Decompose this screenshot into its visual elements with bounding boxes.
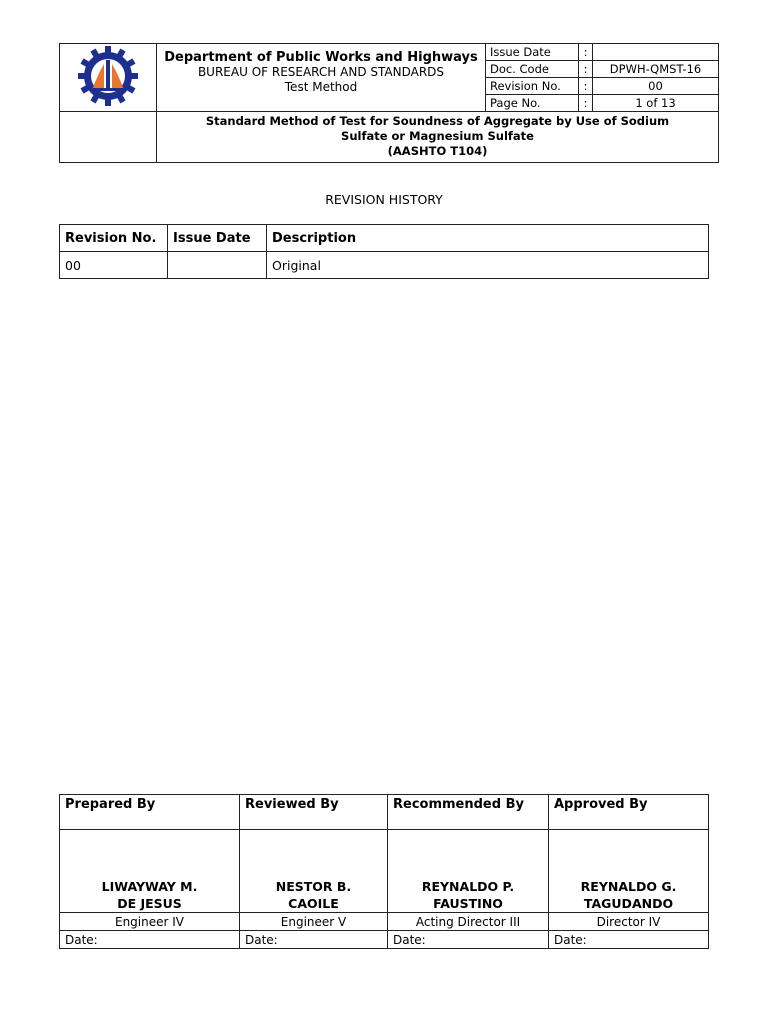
approved-by-header: Approved By	[549, 795, 709, 830]
revision-no-value: 00	[593, 78, 719, 95]
revision-history-table	[59, 224, 709, 279]
name-line: CAOILE	[288, 896, 339, 911]
issue-date-value	[593, 44, 719, 61]
doc-code-value: DPWH-QMST-16	[593, 61, 719, 78]
approved-by-name	[549, 830, 709, 913]
reviewed-by-date: Date:	[240, 931, 388, 949]
approved-by-date: Date:	[549, 931, 709, 949]
document-title-line-2: Sulfate or Magnesium Sulfate	[341, 129, 534, 143]
column-header-description: Description	[267, 225, 709, 252]
document-title-line-3: (AASHTO T104)	[387, 144, 488, 158]
dpwh-gear-logo-icon	[76, 44, 140, 108]
description-cell: Original	[267, 252, 709, 279]
issue-date-cell	[168, 252, 267, 279]
document-title-line-1: Standard Method of Test for Soundness of Aggregate by Use of Sodium	[205, 114, 670, 128]
page-no-label: Page No.	[486, 95, 579, 112]
name-line: DE JESUS	[117, 896, 182, 911]
table-row	[60, 252, 709, 279]
recommended-by-position: Acting Director III	[388, 913, 549, 931]
recommended-by-header: Recommended By	[388, 795, 549, 830]
recommended-by-date: Date:	[388, 931, 549, 949]
revision-history-heading: REVISION HISTORY	[325, 192, 443, 207]
issue-date-label: Issue Date	[486, 44, 579, 61]
revision-no-label: Revision No.	[486, 78, 579, 95]
meta-colon: :	[579, 44, 593, 61]
column-header-revision-no: Revision No.	[60, 225, 168, 252]
name-line: NESTOR B.	[275, 879, 352, 894]
signature-date-row	[60, 931, 709, 949]
doc-code-label: Doc. Code	[486, 61, 579, 78]
name-line: TAGUDANDO	[583, 896, 674, 911]
approved-by-position: Director IV	[549, 913, 709, 931]
meta-colon: :	[579, 61, 593, 78]
page-no-value: 1 of 13	[593, 95, 719, 112]
name-line: LIWAYWAY M.	[101, 879, 198, 894]
prepared-by-position: Engineer IV	[60, 913, 240, 931]
recommended-by-name	[388, 830, 549, 913]
document-title-cell	[157, 112, 719, 163]
reviewed-by-position: Engineer V	[240, 913, 388, 931]
document-header	[59, 43, 719, 163]
meta-colon: :	[579, 78, 593, 95]
prepared-by-name	[60, 830, 240, 913]
prepared-by-date: Date:	[60, 931, 240, 949]
name-line: REYNALDO G.	[580, 879, 677, 894]
meta-colon: :	[579, 95, 593, 112]
name-line: FAUSTINO	[433, 896, 503, 911]
department-cell	[157, 44, 486, 112]
revision-no-cell: 00	[60, 252, 168, 279]
department-name: Department of Public Works and Highways	[164, 50, 478, 65]
signature-position-row	[60, 913, 709, 931]
column-header-issue-date: Issue Date	[168, 225, 267, 252]
signature-table	[59, 794, 709, 949]
reviewed-by-header: Reviewed By	[240, 795, 388, 830]
logo-cell-bottom	[60, 112, 157, 163]
dpwh-logo-cell	[60, 44, 157, 112]
signature-name-row	[60, 830, 709, 913]
document-type: Test Method	[284, 80, 358, 94]
reviewed-by-name	[240, 830, 388, 913]
name-line: REYNALDO P.	[421, 879, 515, 894]
table-header-row	[60, 225, 709, 252]
signature-header-row	[60, 795, 709, 830]
prepared-by-header: Prepared By	[60, 795, 240, 830]
bureau-name: BUREAU OF RESEARCH AND STANDARDS	[197, 65, 445, 79]
